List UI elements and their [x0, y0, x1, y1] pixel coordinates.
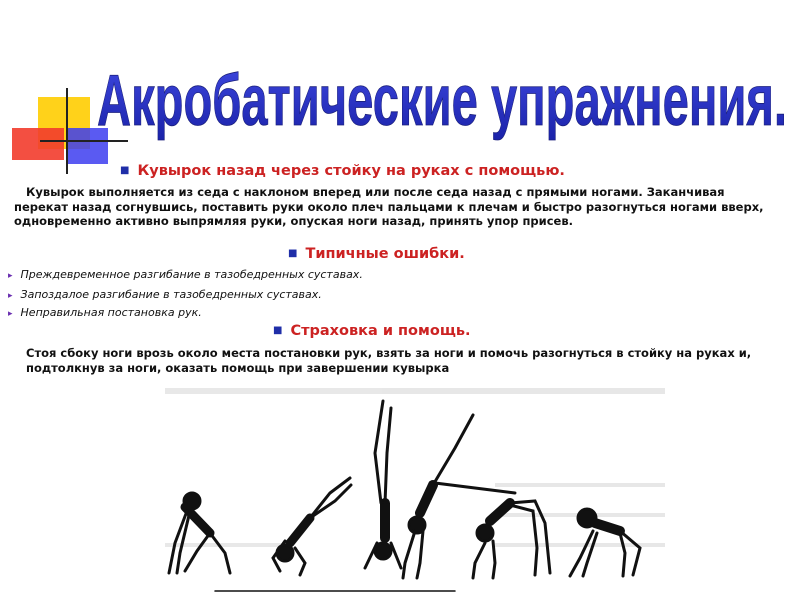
figure-roll-back: [273, 478, 351, 575]
main-heading: [120, 163, 565, 179]
error-item-text: Преждевременное разгибание в тазобедренных суставах.: [20, 268, 363, 281]
error-item: [8, 268, 363, 281]
deco-red-square: [12, 128, 64, 160]
deco-vertical-line: [66, 88, 68, 174]
square-bullet-icon: ■: [273, 325, 283, 336]
figure-legs-down: [473, 501, 550, 578]
figure-crouch-start: [169, 493, 230, 573]
arrow-bullet-icon: ▸: [8, 309, 13, 319]
errors-heading: [288, 246, 465, 262]
error-item-text: Неправильная постановка рук.: [20, 306, 202, 319]
error-item: [8, 288, 322, 301]
figure-handstand-push: [365, 401, 401, 568]
help-text: Стоя сбоку ноги врозь около места постановки рук, взять за ноги и помочь разогнуться в стойку на руках и, подтолкнув за ноги, оказать помощь при завершении кувырка: [26, 346, 752, 375]
arrow-bullet-icon: ▸: [8, 291, 13, 301]
errors-heading-text: Типичные ошибки.: [305, 246, 465, 262]
page-title-text: Акробатические упражнения.: [97, 61, 787, 141]
help-heading: [273, 323, 471, 339]
figure-squat-end: [570, 509, 640, 576]
square-bullet-icon: ■: [120, 165, 130, 176]
error-item: [8, 306, 202, 319]
exercise-illustration: [155, 383, 675, 600]
error-item-text: Запоздалое разгибание в тазобедренных суставах.: [20, 288, 322, 301]
help-heading-text: Страховка и помощь.: [290, 323, 471, 339]
main-heading-text: Кувырок назад через стойку на руках с помощью.: [137, 163, 565, 179]
description-text: Кувырок выполняется из седа с наклоном вперед или после седа назад с прямыми ногами. Заканчивая перекат назад согнувшись, поставить руки около плеч пальцами к плечам и быстро разогнуться ногами вверх, одновременно активно выпрямляя руки, опуская ноги назад, принять упор присев.: [14, 185, 764, 228]
arrow-bullet-icon: ▸: [8, 271, 13, 281]
square-bullet-icon: ■: [288, 248, 298, 259]
page-title: [92, 30, 792, 150]
figure-handstand-split: [403, 415, 515, 578]
